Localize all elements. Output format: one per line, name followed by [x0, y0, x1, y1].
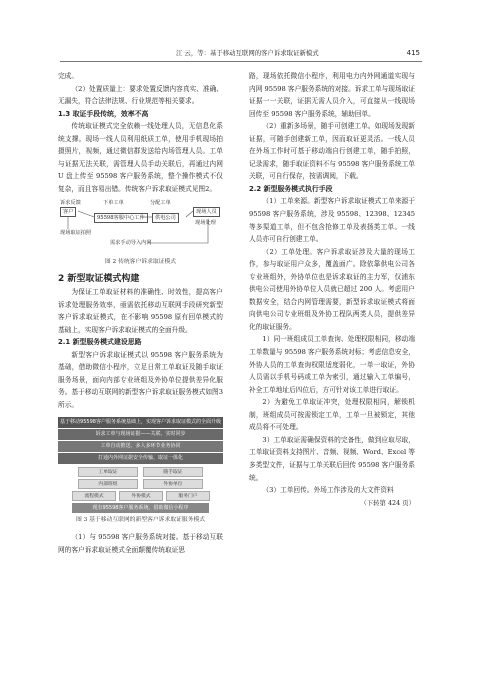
- figure-caption: 图 3 基于移动互联网的新型客户诉求取证服务模式: [75, 517, 206, 524]
- cell-internal-team: 内部班组: [78, 479, 138, 489]
- power-company-box: 供电公司: [152, 213, 179, 223]
- paragraph: 传统取证模式完全依赖一线处理人员，无信息化系统支撑。现场一线人员利用纸质工单，使用手机现场拍摄照片，视频，通过微信群发送给内场管理人员。工单与证据无法关联，需管理人员手动关联后，再通过内网 U 盘上传至 95598 客户服务系统，整个操作模式不仅复杂，而且容易出错。传统客户诉求取证模式见图2。: [58, 122, 223, 193]
- paragraph: 3）工单取证需确保资料的完备性，做到应取尽取，工单取证资料支持图片、音频、视频、Word、Excel 等多类型文件，证据与工单关联后回传 95598 客户服务系统。: [249, 435, 415, 482]
- paragraph: （1）工单来源。新型客户诉求取证模式工单来源于 95598 客户服务系统，涉及 95598、12398、12345 等多渠道工单，但不包含抢修工单及表扬类工单。一线人员亦可自行创建工单。: [249, 197, 415, 244]
- subsection-heading: 2.2 新型服务模式执行手段: [249, 184, 333, 193]
- paragraph: （2）工单处理。客户诉求取证涉及大量的现场工作，参与取证用户众多，覆盖面广。除依靠供电公司各专业班组外，外协单位也是诉求取证的主力军，仅浦东供电公司使用外协单位人员就已超过 200 人。考虑用户数据安全，结合内网管理需要，新型诉求取证模式将面向供电公司专业班组及外协工程队两类人员，提供差异化的取证服务。: [249, 247, 415, 331]
- paragraph: 1）同一班组成员工单查询、处理权限相同，移动端工单数量与 95598 客户服务系统对标；考虑信息安全，外协人员的工单查询权限适度弱化，一单一取证，外协人员需以手机号码或工单为索引，通过输入工单编号，补全工单地址后四位后，方可针对该工单进行取证。: [249, 335, 415, 394]
- running-title: 江 云，等：基于移动互联网的客户诉求取证新模式: [176, 49, 319, 57]
- issue-order-label: 下单工单: [103, 200, 124, 207]
- cell-flow-mode: 流程模式: [72, 491, 116, 501]
- paragraph: 为保证工单取证材料的准确性、时效性，提高客户诉求处理服务效率，亟需依托移动互联网手段研究新型客户诉求取证模式，在不影响 95598 原有回单模式的基础上，实现客户诉求取证模式的全面升级。: [58, 288, 223, 334]
- customer-box: 客户: [60, 207, 76, 217]
- figure-traditional-mode: [58, 199, 223, 255]
- running-header: [60, 47, 422, 62]
- mode-bar-1: 基于移动95598客户服务系统基础上，实现客户诉求取证模式的全面升级: [58, 417, 223, 428]
- center-staff-box: 95598客服中心工作: [94, 213, 148, 223]
- paragraph: 2）为避免工单取证冲突，处理权限相同，解锁机制，班组成员可按需锁定工单，工单一旦被锁定，其他成员将不可处理。: [249, 398, 415, 432]
- figure-new-mode: [58, 417, 223, 513]
- mode-bar-2: 诉求工单与现场证据——关联、实时同步: [58, 429, 223, 440]
- section-heading: 2 新型取证模式构建: [58, 274, 140, 285]
- paragraph: 完成。: [58, 72, 79, 80]
- cell-contract-mode: 外协模式: [119, 491, 163, 501]
- paragraph: 新型客户诉求取证模式以 95598 客户服务系统为基础，借助微信小程序，立足日常工单取证及随手取证服务场景，面向内部专业班组及外协单位提供差异化服务。基于移动互联网的新型客户诉求取证服务模式如图3所示。: [58, 350, 223, 409]
- page-number: 415: [406, 49, 420, 57]
- manual-upload-label: 需求手动导入内网: [110, 240, 152, 247]
- paragraph: （2）处置质量上：要求处置反馈内容真实、准确、无漏失，符合法律法规、行业规范等相关要求。: [58, 84, 223, 106]
- mode-bar-4: 打通内外网证据安全传输、取证一体化: [58, 453, 223, 464]
- cell-instant-evidence: 随手取证: [143, 467, 203, 477]
- site-person-box: 现场人员: [193, 207, 220, 217]
- subsection-heading: 2.1 新型服务模式建设思路: [58, 338, 142, 347]
- scene-label: 现场处理: [195, 220, 216, 227]
- paragraph: （1）与 95598 客户服务系统对接。基于移动互联网的客户诉求取证模式全面颠覆传统取证思: [58, 533, 223, 555]
- complaint-appeal-label: 诉求反馈: [60, 200, 81, 207]
- left-column: [58, 70, 223, 557]
- figure-caption: 图 2 传统客户诉求取证模式: [104, 259, 177, 266]
- dispatch-order-label: 分配工单: [150, 200, 171, 207]
- paragraph: （2）重新多场景，随手可创建工单。如现场发现新证据，可随手创建新工单，因而取证更灵活。一线人员在外场工作时可基于移动端自行创建工单，随手拍照，记录需求，随手取证资料不与 95598 客户服务系统工单关联，可自行保存，按需调阅，下载。: [249, 122, 415, 181]
- site-photo-label: 现场取证拍照: [60, 230, 92, 237]
- paragraph: （3）工单回传。外场工作涉及的大文件资料: [262, 486, 394, 495]
- cell-order-evidence: 工单取证: [78, 467, 138, 477]
- continued-note: （下转第 424 页）: [360, 498, 415, 507]
- mode-bar-3: 工单自动推送、多人多环节业务协同: [58, 441, 223, 452]
- paragraph: 路，现场依托微信小程序，利用电力内外网通道实现与内网 95598 客户服务系统的对接。诉求工单与现场取证证据一一关联，证据无需人员介入，可直接从一线现场回传至 95598 客户服务系统，辅助回单。: [249, 72, 415, 118]
- cell-service-portal: 服务门户: [166, 491, 210, 501]
- mode-base-bar: 现有95598客户服务系统，借助微信小程序: [72, 503, 209, 513]
- subsection-heading: 1.3 取证手段传统，效率不高: [58, 109, 149, 118]
- flow-arrows: [58, 199, 223, 255]
- cell-contractor: 外协单位: [143, 479, 203, 489]
- right-column: [249, 70, 415, 509]
